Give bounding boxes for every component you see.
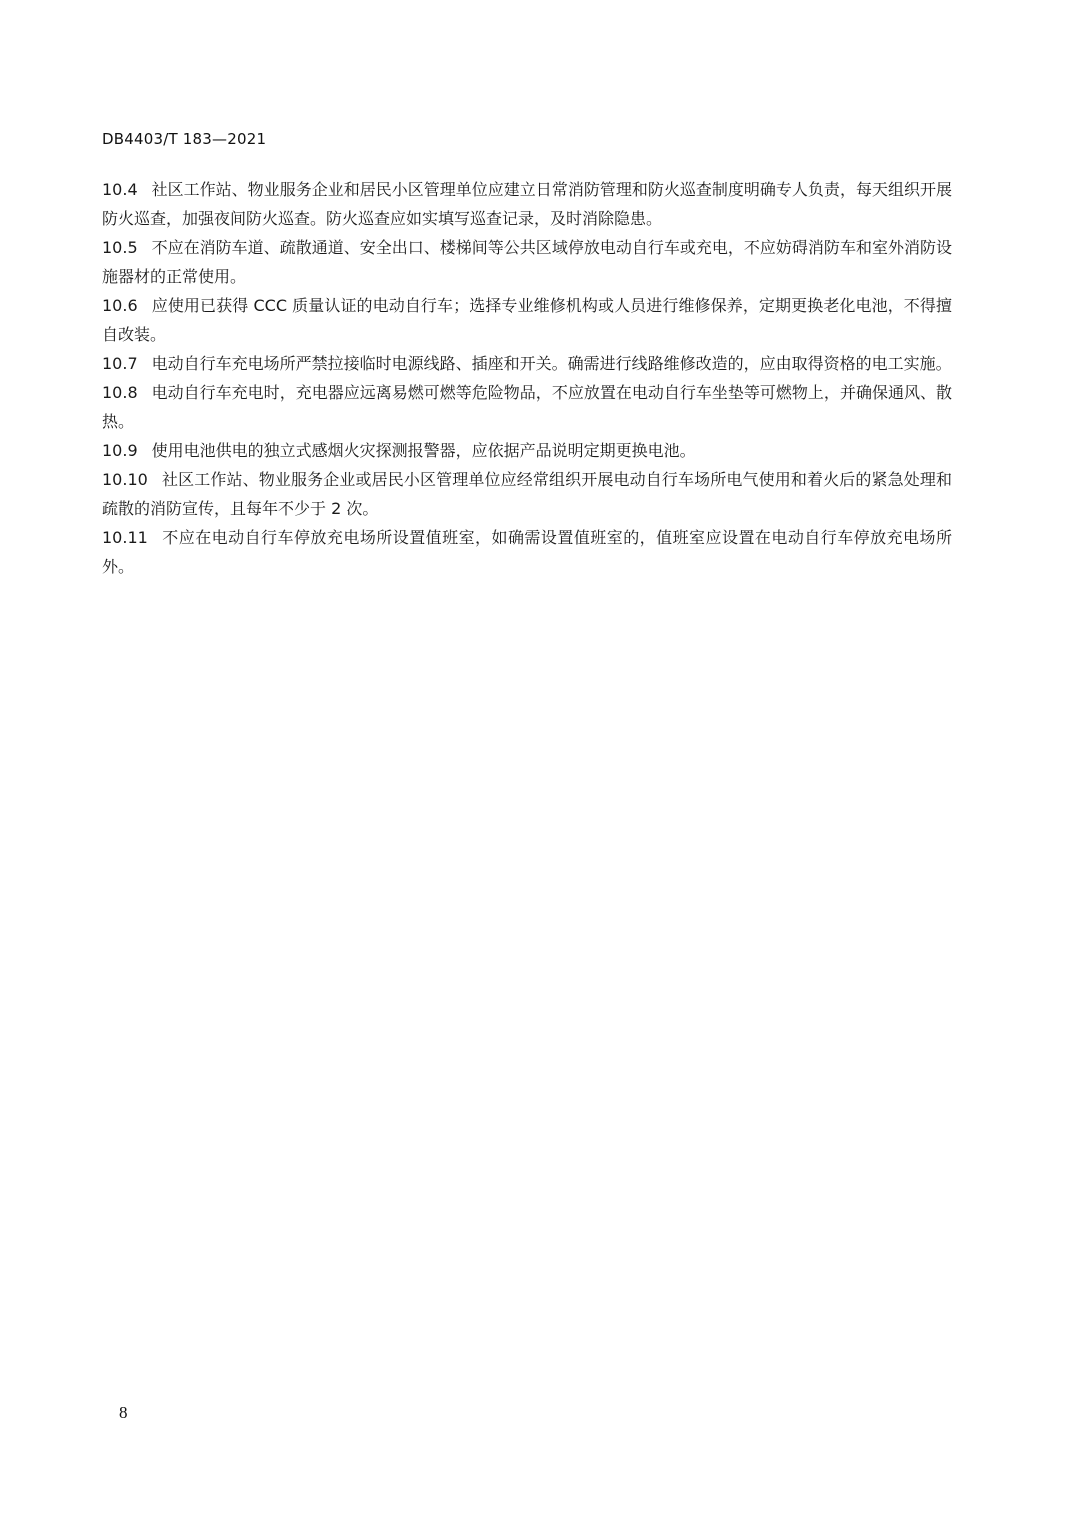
- clause-text: 电动自行车充电时，充电器应远离易燃可燃等危险物品，不应放置在电动自行车坐垫等可燃物上，并确保通风、散热。: [102, 383, 952, 431]
- clause-10-5: [102, 233, 952, 291]
- clause-number: 10.8: [102, 383, 138, 402]
- clause-text: 不应在电动自行车停放充电场所设置值班室，如确需设置值班室的，值班室应设置在电动自行车停放充电场所外。: [102, 528, 952, 576]
- clause-text: 社区工作站、物业服务企业和居民小区管理单位应建立日常消防管理和防火巡查制度明确专人负责，每天组织开展防火巡查，加强夜间防火巡查。防火巡查应如实填写巡查记录，及时消除隐患。: [102, 180, 952, 228]
- page-number: 8: [119, 1403, 128, 1422]
- clause-10-11: [102, 523, 952, 581]
- clause-number: 10.5: [102, 238, 138, 257]
- standard-code: DB4403/T 183—2021: [102, 130, 267, 148]
- clause-10-9: [102, 436, 952, 465]
- clause-number: 10.4: [102, 180, 138, 199]
- clause-10-4: [102, 175, 952, 233]
- clause-text: 不应在消防车道、疏散通道、安全出口、楼梯间等公共区域停放电动自行车或充电，不应妨碍消防车和室外消防设施器材的正常使用。: [102, 238, 952, 286]
- clause-number: 10.7: [102, 354, 138, 373]
- clause-text: 应使用已获得 CCC 质量认证的电动自行车；选择专业维修机构或人员进行维修保养，定期更换老化电池，不得擅自改装。: [102, 296, 952, 344]
- clause-list: [102, 175, 952, 581]
- clause-10-6: [102, 291, 952, 349]
- clause-number: 10.11: [102, 528, 148, 547]
- clause-text: 电动自行车充电场所严禁拉接临时电源线路、插座和开关。确需进行线路维修改造的，应由取得资格的电工实施。: [151, 354, 952, 373]
- clause-number: 10.9: [102, 441, 138, 460]
- clause-number: 10.10: [102, 470, 148, 489]
- clause-text: 使用电池供电的独立式感烟火灾探测报警器，应依据产品说明定期更换电池。: [151, 441, 696, 460]
- clause-10-8: [102, 378, 952, 436]
- clause-10-7: [102, 349, 952, 378]
- clause-text: 社区工作站、物业服务企业或居民小区管理单位应经常组织开展电动自行车场所电气使用和着火后的紧急处理和疏散的消防宣传，且每年不少于 2 次。: [102, 470, 952, 518]
- clause-number: 10.6: [102, 296, 138, 315]
- clause-10-10: [102, 465, 952, 523]
